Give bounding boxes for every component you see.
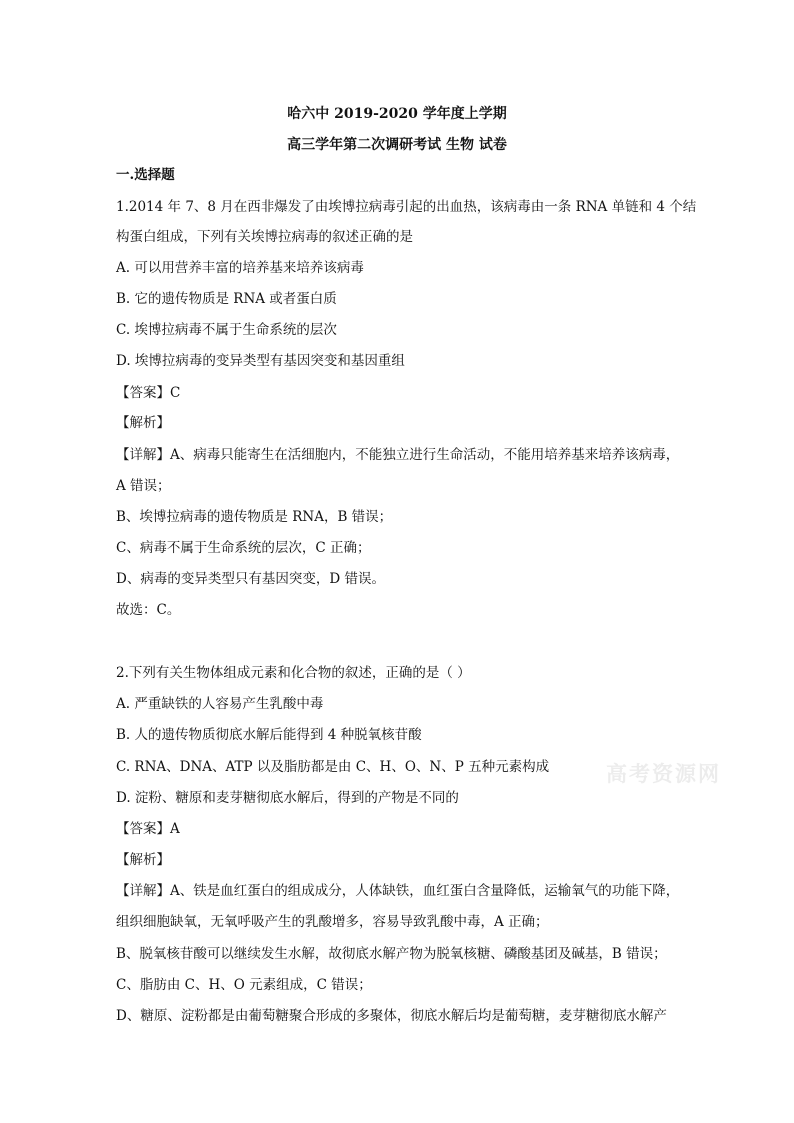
q2-option-a: A. 严重缺铁的人容易产生乳酸中毒 bbox=[116, 696, 324, 712]
section-title: 一.选择题 bbox=[116, 167, 175, 183]
q2-detail-line2: 组织细胞缺氧，无氧呼吸产生的乳酸增多，容易导致乳酸中毒，A 正确； bbox=[116, 914, 549, 930]
q1-option-d: D. 埃博拉病毒的变异类型有基因突变和基因重组 bbox=[116, 353, 405, 369]
q2-option-c: C. RNA、DNA、ATP 以及脂肪都是由 C、H、O、N、P 五种元素构成 bbox=[116, 759, 550, 775]
q1-analysis-label: 【解析】 bbox=[116, 415, 170, 431]
q1-option-c: C. 埃博拉病毒不属于生命系统的层次 bbox=[116, 322, 337, 338]
q1-option-b: B. 它的遗传物质是 RNA 或者蛋白质 bbox=[116, 291, 337, 307]
q2-option-d: D. 淀粉、糖原和麦芽糖彻底水解后，得到的产物是不同的 bbox=[116, 790, 459, 806]
q2-detail-line4: C、脂肪由 C、H、O 元素组成，C 错误； bbox=[116, 977, 372, 993]
q2-detail-line1: 【详解】A、铁是血红蛋白的组成成分，人体缺铁，血红蛋白含量降低，运输氧气的功能下降， bbox=[116, 883, 680, 899]
q2-detail-line3: B、脱氧核苷酸可以继续发生水解，故彻底水解产物为脱氧核糖、磷酸基团及碱基，B 错误； bbox=[116, 946, 667, 962]
exam-title-line1: 哈六中 2019-2020 学年度上学期 bbox=[287, 106, 507, 122]
q2-analysis-label: 【解析】 bbox=[116, 852, 170, 868]
watermark: 高考资源网 bbox=[606, 761, 721, 786]
q1-detail-line3: B、埃博拉病毒的遗传物质是 RNA，B 错误； bbox=[116, 509, 393, 525]
q1-detail-line1: 【详解】A、病毒只能寄生在活细胞内，不能独立进行生命活动，不能用培养基来培养该病毒， bbox=[116, 447, 680, 463]
q1-answer: 【答案】C bbox=[116, 385, 181, 401]
exam-title-line2: 高三学年第二次调研考试 生物 试卷 bbox=[287, 137, 507, 153]
q2-option-b: B. 人的遗传物质彻底水解后能得到 4 种脱氧核苷酸 bbox=[116, 727, 422, 743]
q1-stem-line1: 1.2014 年 7、8 月在西非爆发了由埃博拉病毒引起的出血热，该病毒由一条 RNA 单链和 4 个结 bbox=[116, 199, 697, 215]
q1-detail-line2: A 错误； bbox=[116, 478, 171, 494]
q2-answer: 【答案】A bbox=[116, 821, 180, 837]
q1-detail-line4: C、病毒不属于生命系统的层次，C 正确； bbox=[116, 540, 371, 556]
q1-stem-line2: 构蛋白组成，下列有关埃博拉病毒的叙述正确的是 bbox=[116, 229, 413, 245]
q1-conclusion: 故选：C。 bbox=[116, 602, 181, 618]
q2-detail-line5: D、糖原、淀粉都是由葡萄糖聚合形成的多聚体，彻底水解后均是葡萄糖，麦芽糖彻底水解产 bbox=[116, 1008, 667, 1024]
q1-option-a: A. 可以用营养丰富的培养基来培养该病毒 bbox=[116, 260, 364, 276]
q1-detail-line5: D、病毒的变异类型只有基因突变，D 错误。 bbox=[116, 571, 385, 587]
q2-stem: 2.下列有关生物体组成元素和化合物的叙述，正确的是（ ） bbox=[116, 665, 471, 681]
